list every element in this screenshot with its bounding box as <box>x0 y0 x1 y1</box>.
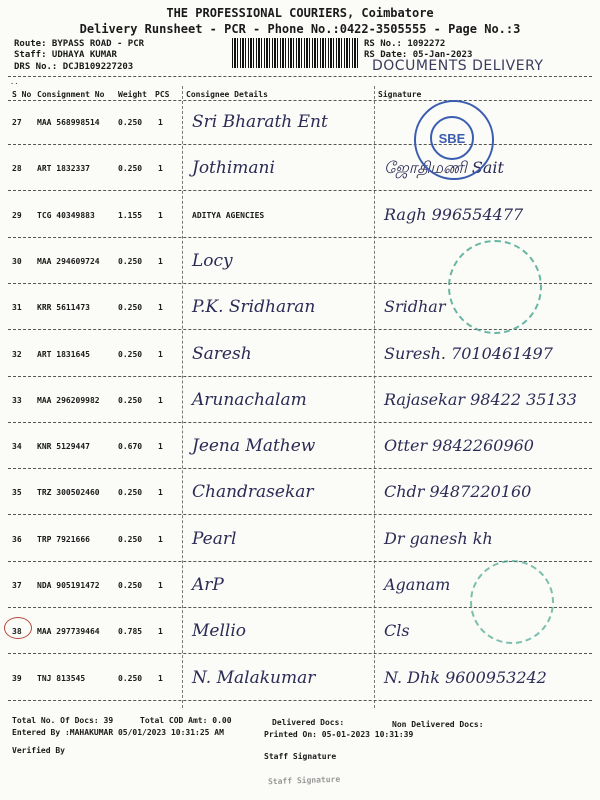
row-divider <box>8 468 592 469</box>
entered-by: Entered By :MAHAKUMAR 05/01/2023 10:31:25 AM <box>12 728 224 737</box>
row-pcs: 1 <box>158 674 163 683</box>
row-signature: N. Dhk 9600953242 <box>384 668 547 687</box>
row-sno: 27 <box>12 118 22 127</box>
route-label: Route: BYPASS ROAD - PCR <box>14 39 145 49</box>
row-handwritten-consignee: Jothimani <box>192 158 275 178</box>
company-title: THE PROFESSIONAL COURIERS, Coimbatore <box>166 6 434 20</box>
row-handwritten-consignee: Jeena Mathew <box>192 436 316 456</box>
barcode <box>232 38 358 68</box>
col-pcs: PCS <box>155 90 170 99</box>
row-handwritten-consignee: Chandrasekar <box>192 482 314 502</box>
row-handwritten-consignee: Sri Bharath Ent <box>192 112 328 132</box>
row-handwritten-consignee: Arunachalam <box>192 390 307 410</box>
col-weight: Weight <box>118 90 147 99</box>
row-pcs: 1 <box>158 581 163 590</box>
row-weight: 0.785 <box>118 627 143 636</box>
col-consignee: Consignee Details <box>186 90 268 99</box>
row-weight: 0.250 <box>118 164 143 173</box>
row-pcs: 1 <box>158 535 163 544</box>
row-handwritten-consignee: P.K. Sridharan <box>192 297 316 317</box>
row-consignment-no: MAA 568998514 <box>37 118 100 127</box>
row-consignment-no: TNJ 813545 <box>37 674 86 683</box>
row-signature: Rajasekar 98422 35133 <box>384 390 577 409</box>
header-row-divider <box>8 100 592 101</box>
row-weight: 0.250 <box>118 581 143 590</box>
green-company-stamp <box>448 240 542 334</box>
row-sno: 29 <box>12 211 22 220</box>
sbe-stamp: SBE <box>430 116 474 160</box>
row-sno: 37 <box>12 581 22 590</box>
row-consignment-no: NDA 905191472 <box>37 581 100 590</box>
row-signature: Ragh 996554477 <box>384 205 524 224</box>
row-weight: 0.250 <box>118 488 143 497</box>
row-weight: 0.250 <box>118 303 143 312</box>
col-consignment: Consignment No <box>37 90 105 99</box>
row-pcs: 1 <box>158 627 163 636</box>
circle-annotation <box>4 617 32 639</box>
row-consignment-no: TRZ 300502460 <box>37 488 100 497</box>
staff-label: Staff: UDHAYA KUMAR <box>14 50 117 60</box>
row-pcs: 1 <box>158 396 163 405</box>
column-divider <box>374 86 375 708</box>
row-divider <box>8 700 592 701</box>
row-signature: ஜோதிமணி Sait <box>384 158 504 177</box>
row-sno: 39 <box>12 674 22 683</box>
delivered-docs: Delivered Docs: <box>272 718 345 727</box>
row-pcs: 1 <box>158 303 163 312</box>
row-handwritten-consignee: Mellio <box>192 621 247 641</box>
row-divider <box>8 653 592 654</box>
row-sno: 34 <box>12 442 22 451</box>
row-handwritten-consignee: N. Malakumar <box>192 668 316 688</box>
row-signature: Otter 9842260960 <box>384 436 534 455</box>
row-handwritten-consignee: Pearl <box>192 529 237 549</box>
col-sno: S No <box>12 90 32 99</box>
runsheet-subtitle: Delivery Runsheet - PCR - Phone No.:0422-3505555 - Page No.:3 <box>79 22 521 36</box>
row-sno: 28 <box>12 164 22 173</box>
rs-number: RS No.: 1092272 <box>364 39 446 49</box>
row-handwritten-consignee: Locy <box>192 251 233 271</box>
row-printed-consignee: ADITYA AGENCIES <box>192 211 265 220</box>
header-divider <box>8 76 592 77</box>
row-weight: 0.250 <box>118 674 143 683</box>
row-consignment-no: MAA 297739464 <box>37 627 100 636</box>
row-weight: 0.670 <box>118 442 143 451</box>
row-consignment-no: TCG 40349883 <box>37 211 95 220</box>
row-signature: Sridhar <box>384 297 446 316</box>
row-pcs: 1 <box>158 257 163 266</box>
row-pcs: 1 <box>158 350 163 359</box>
row-weight: 1.155 <box>118 211 143 220</box>
row-weight: 0.250 <box>118 350 143 359</box>
row-pcs: 1 <box>158 118 163 127</box>
row-sno: 35 <box>12 488 22 497</box>
row-signature: Cls <box>384 621 410 640</box>
printed-on: Printed On: 05-01-2023 10:31:39 <box>264 730 414 739</box>
row-consignment-no: MAA 296209982 <box>37 396 100 405</box>
total-docs: Total No. Of Docs: 39 <box>12 716 114 725</box>
row-consignment-no: KRR 5611473 <box>37 303 90 312</box>
row-sno: 38 <box>12 627 22 636</box>
row-divider <box>8 376 592 377</box>
total-cod: Total COD Amt: 0.00 <box>140 716 232 725</box>
column-divider <box>182 86 183 708</box>
row-handwritten-consignee: ArP <box>192 575 224 595</box>
row-divider <box>8 422 592 423</box>
row-signature: Chdr 9487220160 <box>384 482 532 501</box>
documents-delivery-stamp: DOCUMENTS DELIVERY <box>372 58 544 74</box>
green-company-stamp <box>470 560 554 644</box>
row-weight: 0.250 <box>118 535 143 544</box>
row-sno: 33 <box>12 396 22 405</box>
row-divider <box>8 514 592 515</box>
non-delivered-docs: Non Delivered Docs: <box>392 720 484 729</box>
row-signature: Suresh. 7010461497 <box>384 344 553 363</box>
row-pcs: 1 <box>158 488 163 497</box>
row-signature: Dr ganesh kh <box>384 529 493 548</box>
row-weight: 0.250 <box>118 118 143 127</box>
col-signature: Signature <box>378 90 422 99</box>
row-pcs: 1 <box>158 442 163 451</box>
staff-signature: Staff Signature <box>264 752 337 761</box>
row-divider <box>8 144 592 145</box>
row-consignment-no: TRP 7921666 <box>37 535 90 544</box>
row-sno: 36 <box>12 535 22 544</box>
row-pcs: 1 <box>158 211 163 220</box>
row-sno: 32 <box>12 350 22 359</box>
row-consignment-no: ART 1832337 <box>37 164 90 173</box>
row-sno: 31 <box>12 303 22 312</box>
row-weight: 0.250 <box>118 396 143 405</box>
row-pcs: 1 <box>158 164 163 173</box>
verified-by: Verified By <box>12 746 65 755</box>
drs-number: DRS No.: DCJB109227203 <box>14 62 134 72</box>
row-consignment-no: MAA 294609724 <box>37 257 100 266</box>
row-divider <box>8 190 592 191</box>
row-sno: 30 <box>12 257 22 266</box>
row-weight: 0.250 <box>118 257 143 266</box>
row-signature: Aganam <box>384 575 451 594</box>
row-handwritten-consignee: Saresh <box>192 344 252 364</box>
rs-date: RS Date: 05-Jan-2023 <box>364 50 473 60</box>
row-consignment-no: ART 1831645 <box>37 350 90 359</box>
row-consignment-no: KNR 5129447 <box>37 442 90 451</box>
staff-signature-faded: Staff Signature <box>267 774 341 787</box>
row-divider <box>8 237 592 238</box>
